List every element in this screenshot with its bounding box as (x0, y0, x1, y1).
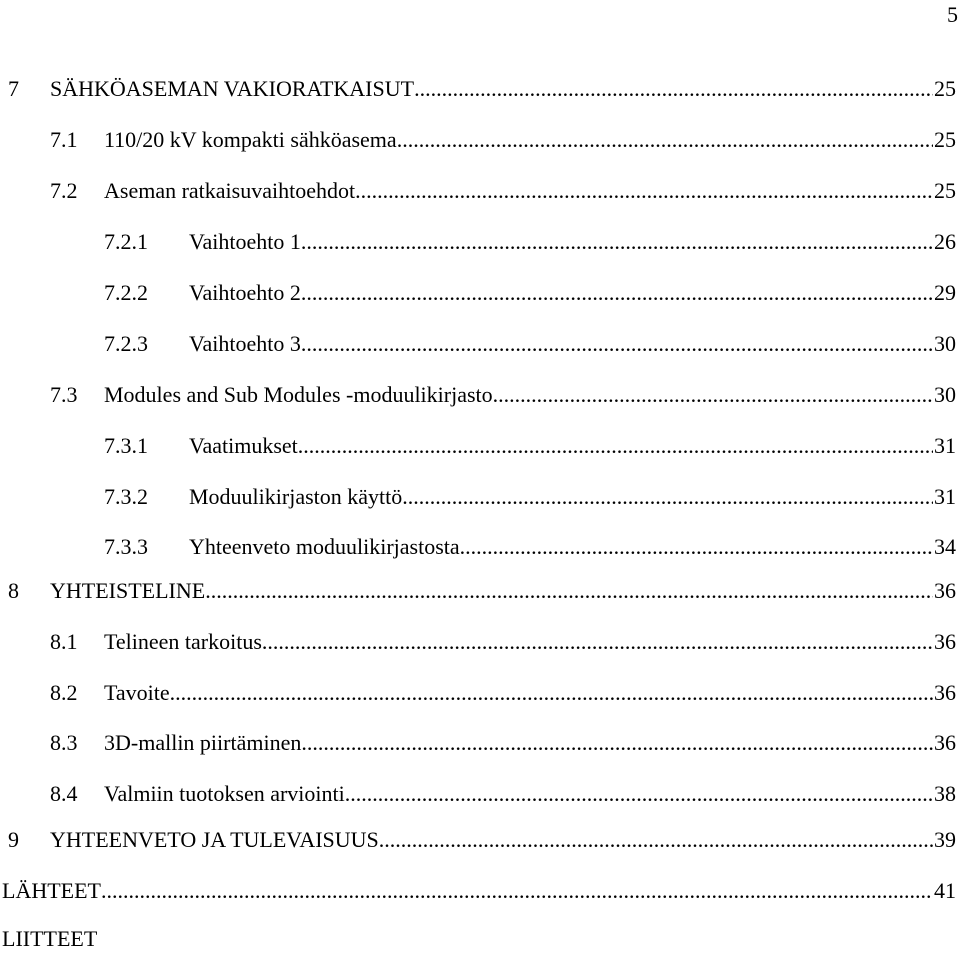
toc-dot-leader (345, 779, 933, 809)
toc-entry-title: YHTEISTELINE (50, 578, 206, 603)
toc-entry[interactable] (0, 482, 956, 512)
toc-entry-number: 7.2.2 (104, 280, 148, 305)
toc-entry[interactable] (0, 678, 956, 708)
toc-entry[interactable] (0, 627, 956, 657)
toc-entry[interactable] (0, 380, 956, 410)
toc-entry-title: Vaihtoehto 2 (189, 280, 301, 305)
toc-entry-number: 7.2 (50, 178, 78, 203)
toc-entry-page: 34 (934, 534, 956, 559)
toc-entry-title: LIITTEET (2, 926, 98, 951)
toc-dot-leader (301, 329, 933, 359)
toc-dot-leader (355, 176, 933, 206)
toc-entry-title: LÄHTEET (2, 878, 101, 903)
toc-entry-title: Yhteenveto moduulikirjastosta (189, 534, 460, 559)
toc-entry-page: 25 (934, 178, 956, 203)
toc-entry-number: 7.3.3 (104, 534, 148, 559)
toc-entry-page: 36 (934, 730, 956, 755)
toc-entry-page: 25 (934, 76, 956, 101)
toc-entry-title: Modules and Sub Modules -moduulikirjasto (104, 382, 493, 407)
toc-entry-title: YHTEENVETO JA TULEVAISUUS (50, 827, 379, 852)
toc-entry[interactable] (0, 431, 956, 461)
toc-entry-number: 7.1 (50, 127, 78, 152)
toc-dot-leader (397, 125, 933, 155)
toc-dot-leader (101, 876, 933, 906)
toc-entry-page: 36 (934, 629, 956, 654)
toc-entry[interactable] (0, 876, 956, 906)
toc-dot-leader (205, 576, 933, 606)
toc-entry-number: 8.3 (50, 730, 78, 755)
toc-dot-leader (493, 380, 933, 410)
toc-entry-page: 39 (934, 827, 956, 852)
toc-entry[interactable] (0, 227, 956, 257)
toc-dot-leader (460, 532, 933, 562)
toc-entry-title: 3D-mallin piirtäminen (104, 730, 302, 755)
toc-entry[interactable] (0, 576, 956, 606)
toc-entry-page: 31 (934, 484, 956, 509)
toc-entry-title: Aseman ratkaisuvaihtoehdot (104, 178, 356, 203)
toc-entry-title: Vaihtoehto 1 (189, 229, 301, 254)
toc-dot-leader (402, 482, 933, 512)
toc-entry-page: 29 (934, 280, 956, 305)
toc-entry-number: 7.3.1 (104, 433, 148, 458)
toc-dot-leader (298, 431, 933, 461)
toc-dot-leader (262, 627, 933, 657)
toc-dot-leader (301, 227, 933, 257)
toc-dot-leader (301, 728, 933, 758)
toc-entry-title: Tavoite (104, 680, 170, 705)
toc-entry[interactable] (0, 924, 956, 954)
toc-entry[interactable] (0, 779, 956, 809)
toc-entry-number: 7.2.1 (104, 229, 148, 254)
toc-entry-number: 7.2.3 (104, 331, 148, 356)
toc-entry-page: 38 (934, 781, 956, 806)
toc-entry-page: 41 (934, 878, 956, 903)
toc-entry-page: 31 (934, 433, 956, 458)
toc-entry-title: Telineen tarkoitus (104, 629, 262, 654)
toc-entry[interactable] (0, 728, 956, 758)
toc-entry-number: 8.2 (50, 680, 78, 705)
toc-entry[interactable] (0, 125, 956, 155)
toc-entry-number: 7 (8, 76, 19, 101)
toc-entry-page: 36 (934, 680, 956, 705)
toc-entry-page: 25 (934, 127, 956, 152)
toc-entry-title: Moduulikirjaston käyttö (189, 484, 403, 509)
toc-entry-number: 7.3 (50, 382, 78, 407)
toc-entry-title: Vaihtoehto 3 (189, 331, 301, 356)
toc-entry-number: 8.1 (50, 629, 78, 654)
toc-entry-title: 110/20 kV kompakti sähköasema (104, 127, 397, 152)
toc-entry-page: 36 (934, 578, 956, 603)
toc-entry-page: 30 (934, 382, 956, 407)
toc-dot-leader (301, 278, 933, 308)
toc-entry[interactable] (0, 329, 956, 359)
toc-entry-number: 8.4 (50, 781, 78, 806)
toc-dot-leader (414, 74, 933, 104)
page-number: 5 (947, 2, 958, 27)
toc-entry[interactable] (0, 278, 956, 308)
toc-dot-leader (170, 678, 933, 708)
toc-entry[interactable] (0, 825, 956, 855)
toc-entry-title: SÄHKÖASEMAN VAKIORATKAISUT (50, 76, 415, 101)
toc-entry[interactable] (0, 74, 956, 104)
toc-entry-title: Vaatimukset (189, 433, 298, 458)
toc-entry-number: 8 (8, 578, 19, 603)
toc-entry-number: 7.3.2 (104, 484, 148, 509)
toc-entry[interactable] (0, 176, 956, 206)
toc-entry-number: 9 (8, 827, 19, 852)
toc-entry-title: Valmiin tuotoksen arviointi (104, 781, 345, 806)
toc-entry-page: 30 (934, 331, 956, 356)
toc-entry-page: 26 (934, 229, 956, 254)
toc-dot-leader (379, 825, 933, 855)
toc-entry[interactable] (0, 532, 956, 562)
